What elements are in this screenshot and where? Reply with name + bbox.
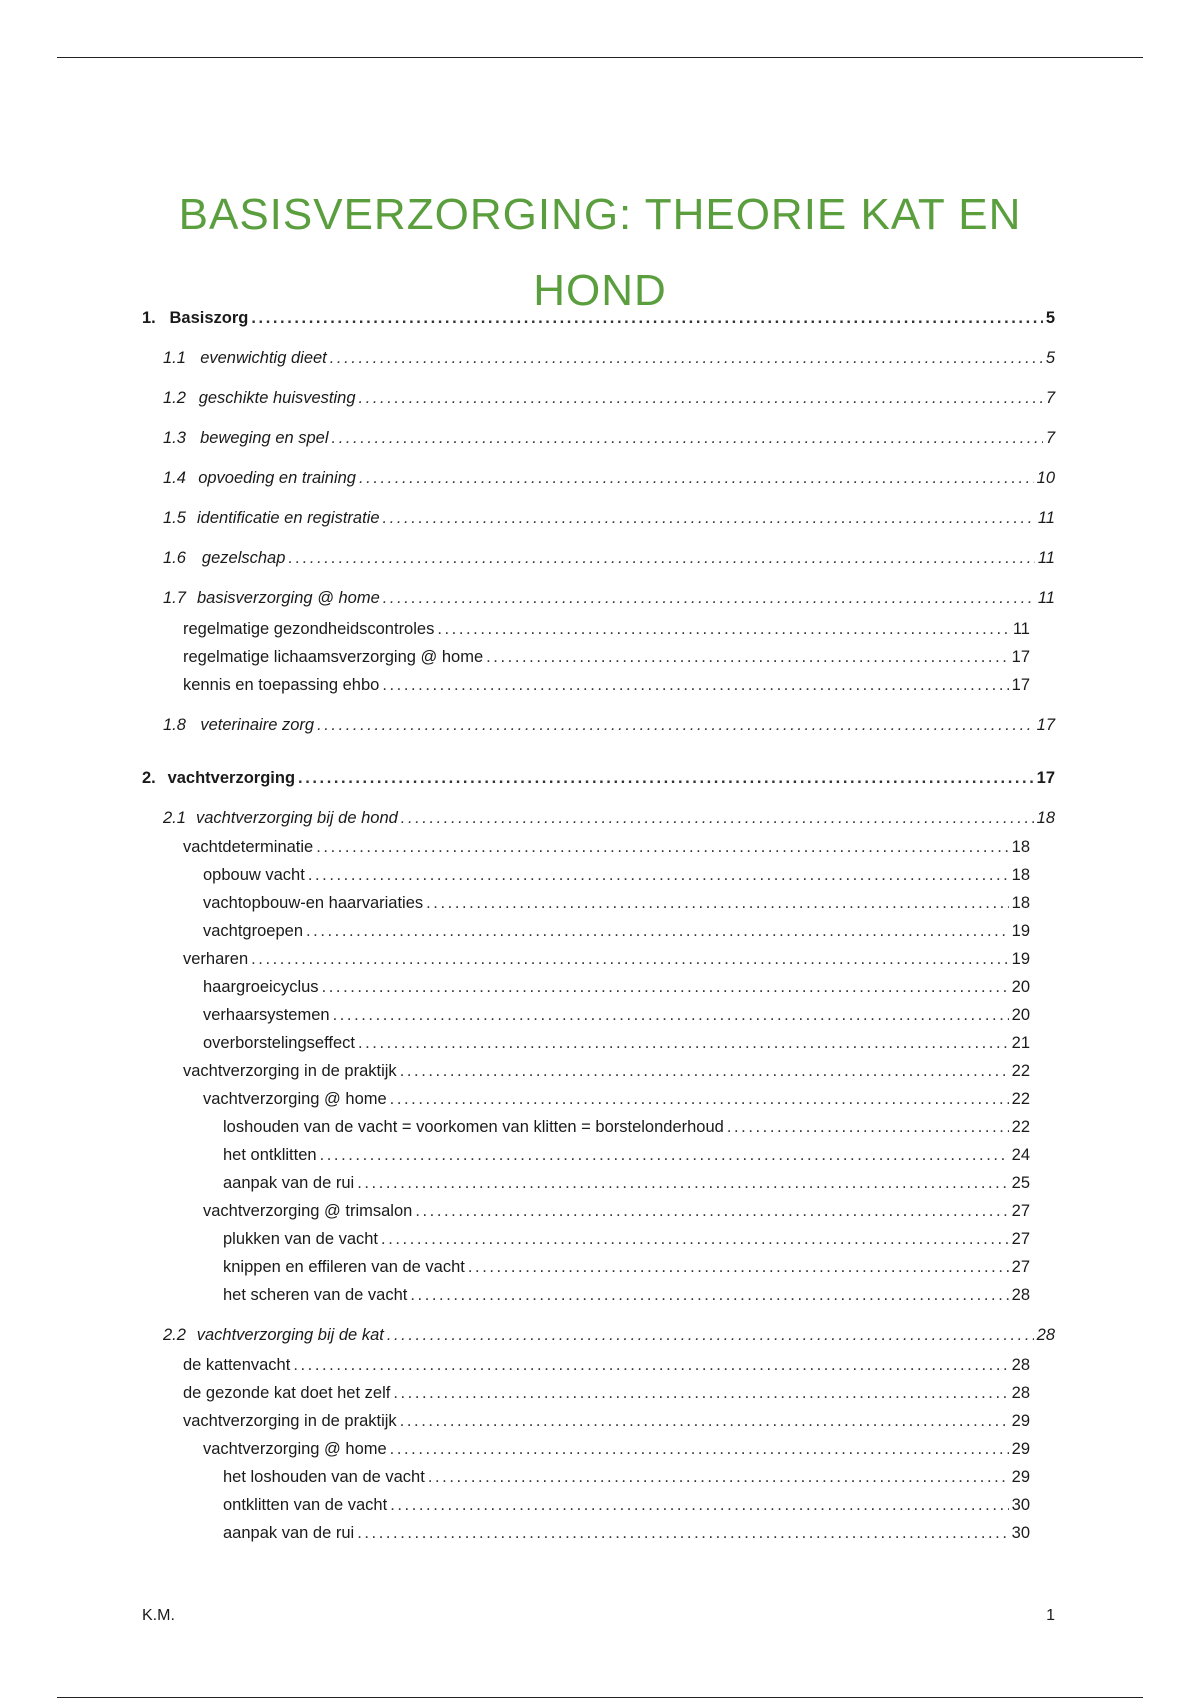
- toc-entry-title: gezelschap: [201, 549, 286, 567]
- toc-entry-page: 17: [1011, 648, 1030, 666]
- toc-entry-page: 27: [1011, 1230, 1030, 1248]
- toc-dot-leader: [727, 1116, 1009, 1138]
- toc-entry[interactable]: [223, 1280, 1030, 1306]
- toc-entry-number: 2.2: [163, 1326, 186, 1344]
- toc-entry-page: 27: [1011, 1202, 1030, 1220]
- toc-entry[interactable]: [183, 642, 1030, 668]
- toc-entry-page: 25: [1011, 1174, 1030, 1192]
- toc-entry-number: 2.1: [163, 809, 186, 827]
- toc-entry[interactable]: [183, 614, 1030, 640]
- toc-dot-leader: [251, 948, 1009, 970]
- toc-dot-leader: [357, 1522, 1008, 1544]
- toc-entry[interactable]: [203, 972, 1030, 998]
- toc-entry[interactable]: [203, 1028, 1030, 1054]
- toc-dot-leader: [486, 646, 1009, 668]
- toc-entry[interactable]: [183, 1378, 1030, 1404]
- toc-entry-title: verhaarsystemen: [203, 1006, 330, 1024]
- toc-dot-leader: [358, 1032, 1009, 1054]
- toc-entry-page: 18: [1036, 809, 1055, 827]
- toc-dot-leader: [383, 587, 1035, 609]
- toc-entry-page: 11: [1037, 509, 1055, 527]
- toc-entry[interactable]: [183, 944, 1030, 970]
- toc-entry[interactable]: [183, 1350, 1030, 1376]
- toc-entry-title: geschikte huisvesting: [198, 389, 356, 407]
- toc-dot-leader: [330, 347, 1043, 369]
- toc-entry-title: opbouw vacht: [203, 866, 305, 884]
- toc-entry[interactable]: [163, 503, 1055, 529]
- toc-entry[interactable]: [163, 543, 1055, 569]
- toc-entry-title: het ontklitten: [223, 1146, 317, 1164]
- toc-entry-page: 5: [1045, 349, 1055, 367]
- toc-entry[interactable]: [163, 343, 1055, 369]
- toc-dot-leader: [357, 1172, 1008, 1194]
- toc-dot-leader: [293, 1354, 1008, 1376]
- toc-entry-number: 1.4: [163, 469, 186, 487]
- toc-entry-title: vachtverzorging in de praktijk: [183, 1062, 397, 1080]
- toc-entry[interactable]: [203, 1434, 1030, 1460]
- toc-entry-page: 18: [1011, 838, 1030, 856]
- toc-entry[interactable]: [203, 916, 1030, 942]
- toc-entry-title: basisverzorging @ home: [197, 589, 380, 607]
- toc-entry-page: 11: [1012, 620, 1030, 638]
- toc-entry-title: loshouden van de vacht = voorkomen van klitten = borstelonderhoud: [223, 1118, 724, 1136]
- toc-entry-number: 1.: [142, 309, 156, 327]
- toc-entry-title: plukken van de vacht: [223, 1230, 379, 1248]
- toc-dot-leader: [400, 1410, 1009, 1432]
- toc-entry-page: 20: [1011, 978, 1030, 996]
- toc-entry-title: regelmatige gezondheidscontroles: [183, 620, 435, 638]
- toc-entry[interactable]: [223, 1252, 1030, 1278]
- toc-entry-page: 22: [1011, 1062, 1030, 1080]
- toc-entry-page: 29: [1011, 1468, 1030, 1486]
- toc-entry[interactable]: [223, 1168, 1030, 1194]
- toc-entry-number: 1.3: [163, 429, 186, 447]
- toc-entry-page: 17: [1036, 769, 1055, 787]
- toc-dot-leader: [359, 467, 1034, 489]
- toc-entry-title: verharen: [183, 950, 249, 968]
- toc-dot-leader: [390, 1438, 1009, 1460]
- toc-entry-number: 1.5: [163, 509, 186, 527]
- toc-entry-title: vachtopbouw-en haarvariaties: [203, 894, 424, 912]
- toc-dot-leader: [251, 307, 1042, 329]
- toc-entry-page: 17: [1036, 716, 1055, 734]
- toc-entry-page: 30: [1011, 1524, 1030, 1542]
- toc-entry-page: 29: [1011, 1412, 1030, 1430]
- bottom-rule: [57, 1697, 1143, 1698]
- toc-entry-page: 11: [1037, 589, 1055, 607]
- toc-entry[interactable]: [163, 463, 1055, 489]
- toc-entry-title: vachtverzorging: [167, 769, 296, 787]
- toc-dot-leader: [316, 836, 1008, 858]
- toc-entry-page: 18: [1011, 894, 1030, 912]
- toc-entry[interactable]: [142, 763, 1055, 789]
- toc-entry-page: 5: [1045, 309, 1055, 327]
- toc-entry[interactable]: [203, 1196, 1030, 1222]
- toc-entry-title: vachtverzorging @ home: [203, 1440, 387, 1458]
- toc-dot-leader: [332, 427, 1043, 449]
- toc-entry[interactable]: [183, 1406, 1030, 1432]
- toc-entry[interactable]: [183, 670, 1030, 696]
- toc-entry-title: identificatie en registratie: [197, 509, 380, 527]
- toc-entry-page: 11: [1037, 549, 1055, 567]
- toc-dot-leader: [387, 1324, 1034, 1346]
- toc-entry-title: vachtverzorging bij de hond: [196, 809, 398, 827]
- toc-dot-leader: [390, 1088, 1009, 1110]
- toc-dot-leader: [410, 1284, 1008, 1306]
- toc-entry-page: 20: [1011, 1006, 1030, 1024]
- toc-entry-title: ontklitten van de vacht: [223, 1496, 388, 1514]
- toc-dot-leader: [426, 892, 1009, 914]
- toc-entry-page: 30: [1011, 1496, 1030, 1514]
- toc-dot-leader: [400, 1060, 1009, 1082]
- toc-entry-title: overborstelingseffect: [203, 1034, 355, 1052]
- toc-dot-leader: [401, 807, 1034, 829]
- toc-entry[interactable]: [203, 888, 1030, 914]
- toc-entry-page: 7: [1045, 389, 1055, 407]
- toc-entry-title: knippen en effileren van de vacht: [223, 1258, 465, 1276]
- toc-entry-title: aanpak van de rui: [223, 1174, 355, 1192]
- toc-entry[interactable]: [223, 1140, 1030, 1166]
- toc-entry-page: 28: [1036, 1326, 1055, 1344]
- toc-entry[interactable]: [163, 383, 1055, 409]
- toc-entry[interactable]: [203, 1000, 1030, 1026]
- toc-entry-page: 18: [1011, 866, 1030, 884]
- toc-entry[interactable]: [163, 803, 1055, 829]
- toc-entry[interactable]: [223, 1112, 1030, 1138]
- toc-dot-leader: [288, 547, 1034, 569]
- toc-entry-title: vachtgroepen: [203, 922, 303, 940]
- toc-entry[interactable]: [203, 860, 1030, 886]
- toc-entry-number: 1.2: [163, 389, 186, 407]
- toc-entry-number: 1.6: [163, 549, 186, 567]
- toc-entry-title: het loshouden van de vacht: [223, 1468, 425, 1486]
- toc-entry-title: kennis en toepassing ehbo: [183, 676, 380, 694]
- document-title: BASISVERZORGING: THEORIE KAT EN HOND: [178, 190, 1022, 316]
- toc-entry-page: 29: [1011, 1440, 1030, 1458]
- toc-dot-leader: [383, 507, 1035, 529]
- toc-entry-title: vachtverzorging @ home: [203, 1090, 387, 1108]
- toc-entry[interactable]: [183, 1056, 1030, 1082]
- toc-entry-page: 22: [1011, 1118, 1030, 1136]
- toc-entry-title: beweging en spel: [200, 429, 329, 447]
- toc-entry-title: vachtverzorging bij de kat: [196, 1326, 384, 1344]
- toc-dot-leader: [322, 976, 1009, 998]
- footer-author: K.M.: [142, 1607, 175, 1624]
- toc-entry[interactable]: [163, 710, 1055, 736]
- footer-page-number: 1: [1046, 1607, 1055, 1624]
- toc-dot-leader: [428, 1466, 1009, 1488]
- toc-entry[interactable]: [223, 1518, 1030, 1544]
- toc-dot-leader: [317, 714, 1034, 736]
- toc-entry-number: 2.: [142, 769, 156, 787]
- toc-dot-leader: [437, 618, 1010, 640]
- toc-entry[interactable]: [223, 1490, 1030, 1516]
- toc-dot-leader: [298, 767, 1034, 789]
- toc-entry[interactable]: [223, 1224, 1030, 1250]
- toc-entry[interactable]: [223, 1462, 1030, 1488]
- toc-entry-page: 27: [1011, 1258, 1030, 1276]
- toc-dot-leader: [320, 1144, 1009, 1166]
- toc-entry-title: evenwichtig dieet: [200, 349, 327, 367]
- toc-dot-leader: [390, 1494, 1008, 1516]
- toc-dot-leader: [415, 1200, 1008, 1222]
- toc-entry-title: regelmatige lichaamsverzorging @ home: [183, 648, 484, 666]
- toc-entry-title: veterinaire zorg: [200, 716, 315, 734]
- toc-entry-number: 1.7: [163, 589, 186, 607]
- toc-dot-leader: [381, 1228, 1009, 1250]
- toc-entry-page: 7: [1045, 429, 1055, 447]
- toc-entry-title: de gezonde kat doet het zelf: [183, 1384, 391, 1402]
- toc-entry-number: 1.1: [163, 349, 186, 367]
- toc-entry[interactable]: [163, 583, 1055, 609]
- toc-entry-title: vachtverzorging in de praktijk: [183, 1412, 397, 1430]
- toc-entry-title: de kattenvacht: [183, 1356, 291, 1374]
- toc-entry[interactable]: [142, 303, 1055, 329]
- toc-entry-page: 28: [1011, 1356, 1030, 1374]
- toc-entry-title: aanpak van de rui: [223, 1524, 355, 1542]
- toc-entry-title: haargroeicyclus: [203, 978, 319, 996]
- toc-entry-page: 19: [1011, 922, 1030, 940]
- toc-dot-leader: [468, 1256, 1009, 1278]
- toc-entry-title: het scheren van de vacht: [223, 1286, 408, 1304]
- toc-dot-leader: [333, 1004, 1009, 1026]
- toc-entry-title: Basiszorg: [169, 309, 249, 327]
- toc-entry-title: vachtverzorging @ trimsalon: [203, 1202, 413, 1220]
- toc-dot-leader: [308, 864, 1009, 886]
- toc-entry[interactable]: [183, 832, 1030, 858]
- toc-entry[interactable]: [203, 1084, 1030, 1110]
- toc-dot-leader: [359, 387, 1043, 409]
- toc-entry-page: 19: [1011, 950, 1030, 968]
- toc-entry-title: opvoeding en training: [198, 469, 356, 487]
- toc-dot-leader: [306, 920, 1009, 942]
- toc-entry-page: 22: [1011, 1090, 1030, 1108]
- toc-entry[interactable]: [163, 423, 1055, 449]
- toc-entry[interactable]: [163, 1320, 1055, 1346]
- toc-entry-page: 28: [1011, 1286, 1030, 1304]
- toc-entry-page: 28: [1011, 1384, 1030, 1402]
- toc-entry-page: 10: [1036, 469, 1055, 487]
- toc-entry-page: 17: [1011, 676, 1030, 694]
- toc-entry-page: 21: [1011, 1034, 1030, 1052]
- toc-dot-leader: [382, 674, 1008, 696]
- top-rule: [57, 57, 1143, 58]
- toc-entry-title: vachtdeterminatie: [183, 838, 314, 856]
- toc-entry-number: 1.8: [163, 716, 186, 734]
- toc-entry-page: 24: [1011, 1146, 1030, 1164]
- toc-dot-leader: [393, 1382, 1008, 1404]
